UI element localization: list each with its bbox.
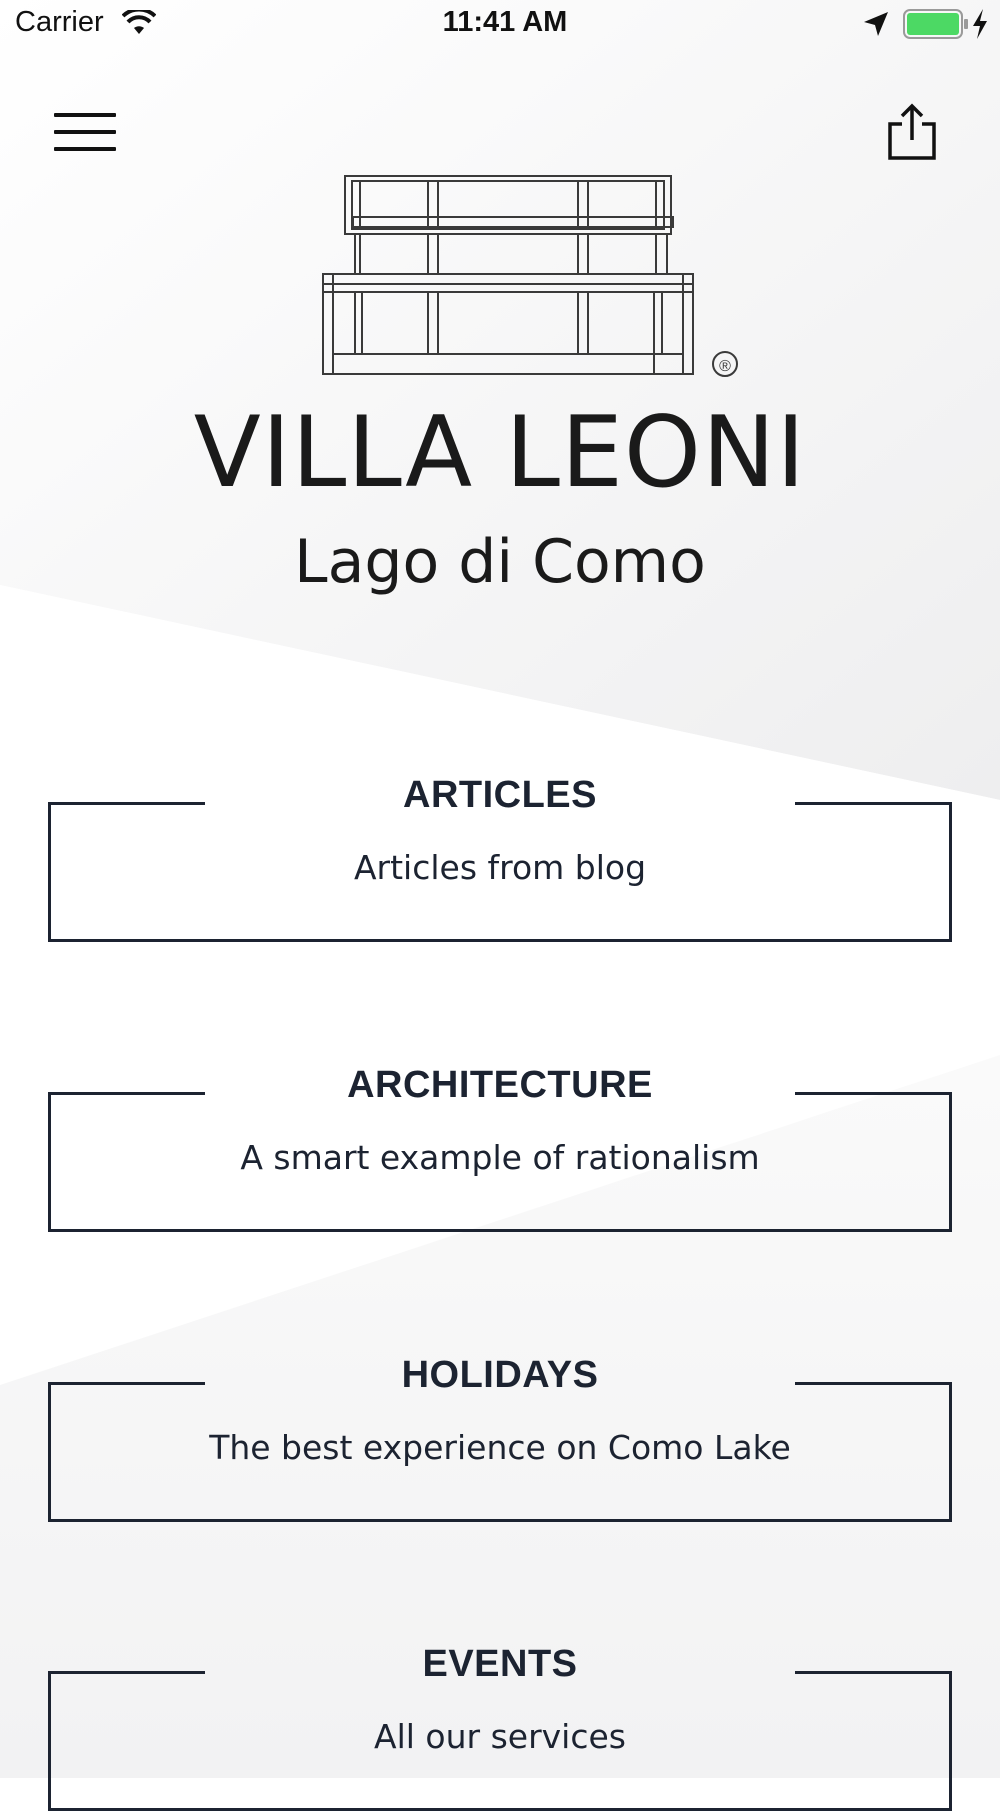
location-arrow-icon (862, 10, 890, 38)
section-card-articles[interactable] (48, 774, 952, 942)
registered-mark: ® (719, 358, 731, 375)
hamburger-menu-icon[interactable] (50, 108, 120, 158)
card-title: HOLIDAYS (401, 1354, 599, 1396)
card-subtitle: All our services (374, 1717, 626, 1756)
carrier-label: Carrier (15, 6, 104, 38)
battery-icon (903, 9, 969, 39)
card-subtitle: Articles from blog (353, 848, 647, 887)
clock: 11:41 AM (442, 6, 568, 38)
section-card-events[interactable] (48, 1643, 952, 1811)
card-subtitle: The best experience on Como Lake (209, 1428, 791, 1467)
charging-bolt-icon (970, 8, 990, 40)
card-title: ARTICLES (403, 774, 597, 816)
card-title: EVENTS (422, 1643, 578, 1685)
villa-building-logo (320, 172, 740, 382)
brand-subtitle: Lago di Como (294, 527, 706, 597)
section-card-holidays[interactable] (48, 1354, 952, 1522)
status-bar (0, 0, 1000, 50)
section-card-architecture[interactable] (48, 1064, 952, 1232)
card-title: ARCHITECTURE (347, 1064, 653, 1106)
share-icon[interactable] (880, 100, 944, 164)
brand-name: VILLA LEONI (193, 396, 807, 510)
card-subtitle: A smart example of rationalism (240, 1138, 760, 1177)
